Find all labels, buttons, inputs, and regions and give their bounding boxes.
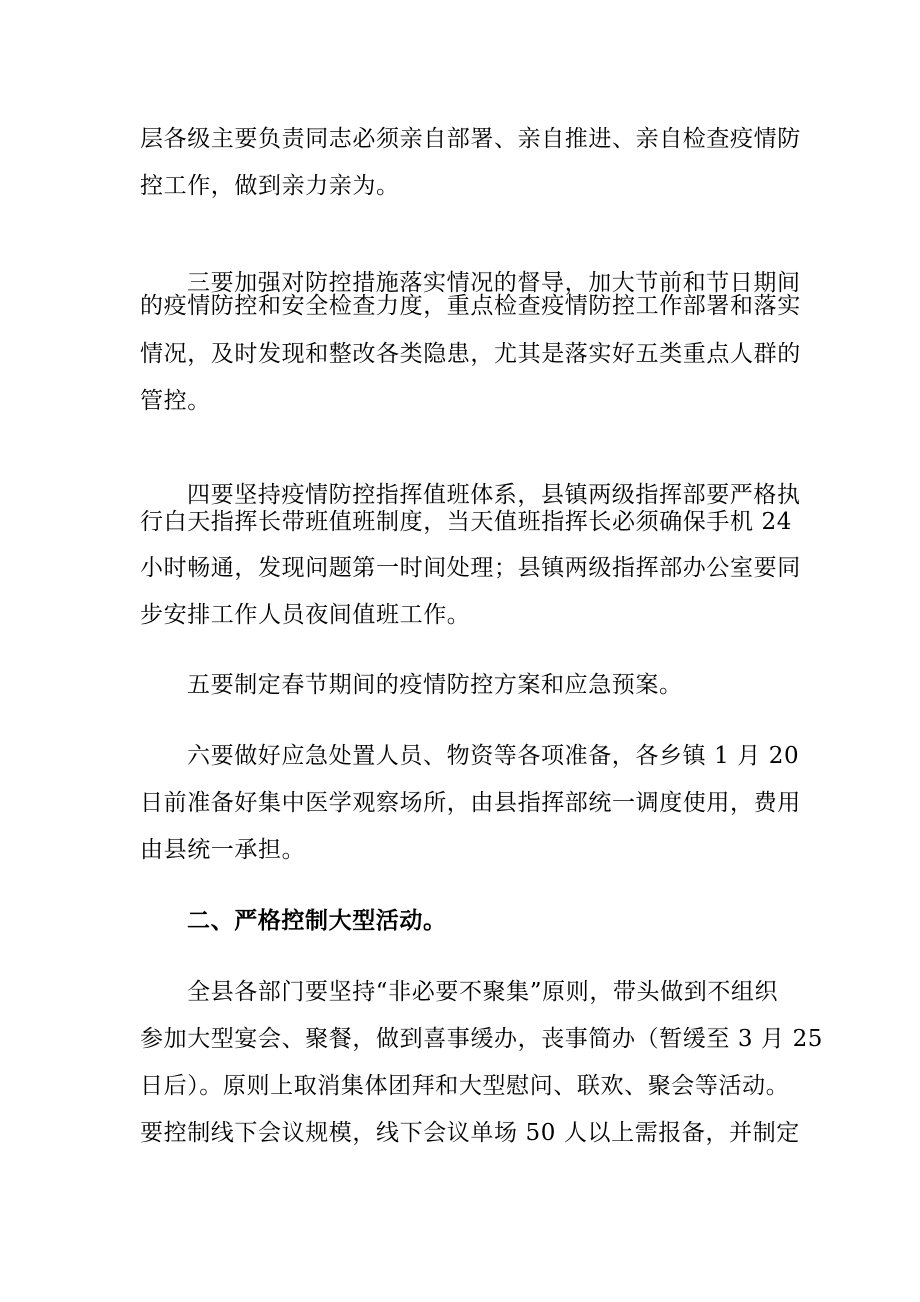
paragraph-line: 四要坚持疫情防控指挥值班体系，县镇两级指挥部要严格执 bbox=[187, 482, 801, 508]
section-heading: 二、严格控制大型活动。 bbox=[187, 907, 447, 934]
paragraph-line: 全县各部门要坚持“非必要不聚集”原则，带头做到不组织 bbox=[187, 979, 779, 1005]
paragraph-line: 行白天指挥长带班值班制度，当天值班指挥长必须确保手机 24 bbox=[140, 509, 792, 535]
paragraph-line: 管控。 bbox=[140, 388, 211, 414]
paragraph-line: 小时畅通，发现问题第一时间处理；县镇两级指挥部办公室要同 bbox=[140, 555, 801, 581]
paragraph-line: 由县统一承担。 bbox=[140, 837, 306, 863]
paragraph-line: 情况，及时发现和整改各类隐患，尤其是落实好五类重点人群的 bbox=[140, 341, 801, 367]
paragraph-line: 要控制线下会议规模，线下会议单场 50 人以上需报备，并制定 bbox=[140, 1120, 800, 1146]
paragraph-line: 五要制定春节期间的疫情防控方案和应急预案。 bbox=[187, 672, 683, 698]
paragraph-line: 日前准备好集中医学观察场所，由县指挥部统一调度使用，费用 bbox=[140, 790, 801, 816]
paragraph-line: 步安排工作人员夜间值班工作。 bbox=[140, 602, 471, 628]
paragraph-line: 日后）。原则上取消集体团拜和大型慰问、联欢、聚会等活动。 bbox=[140, 1073, 790, 1099]
paragraph-line: 控工作，做到亲力亲为。 bbox=[140, 173, 400, 199]
paragraph-line: 参加大型宴会、聚餐，做到喜事缓办，丧事简办（暂缓至 3 月 25 bbox=[140, 1026, 824, 1052]
paragraph-line: 的疫情防控和安全检查力度，重点检查疫情防控工作部署和落实 bbox=[140, 293, 801, 319]
paragraph-line: 三要加强对防控措施落实情况的督导，加大节前和节日期间 bbox=[187, 270, 801, 296]
paragraph-line: 层各级主要负责同志必须亲自部署、亲自推进、亲自检查疫情防 bbox=[140, 126, 801, 152]
paragraph-line: 六要做好应急处置人员、物资等各项准备，各乡镇 1 月 20 bbox=[187, 743, 800, 769]
